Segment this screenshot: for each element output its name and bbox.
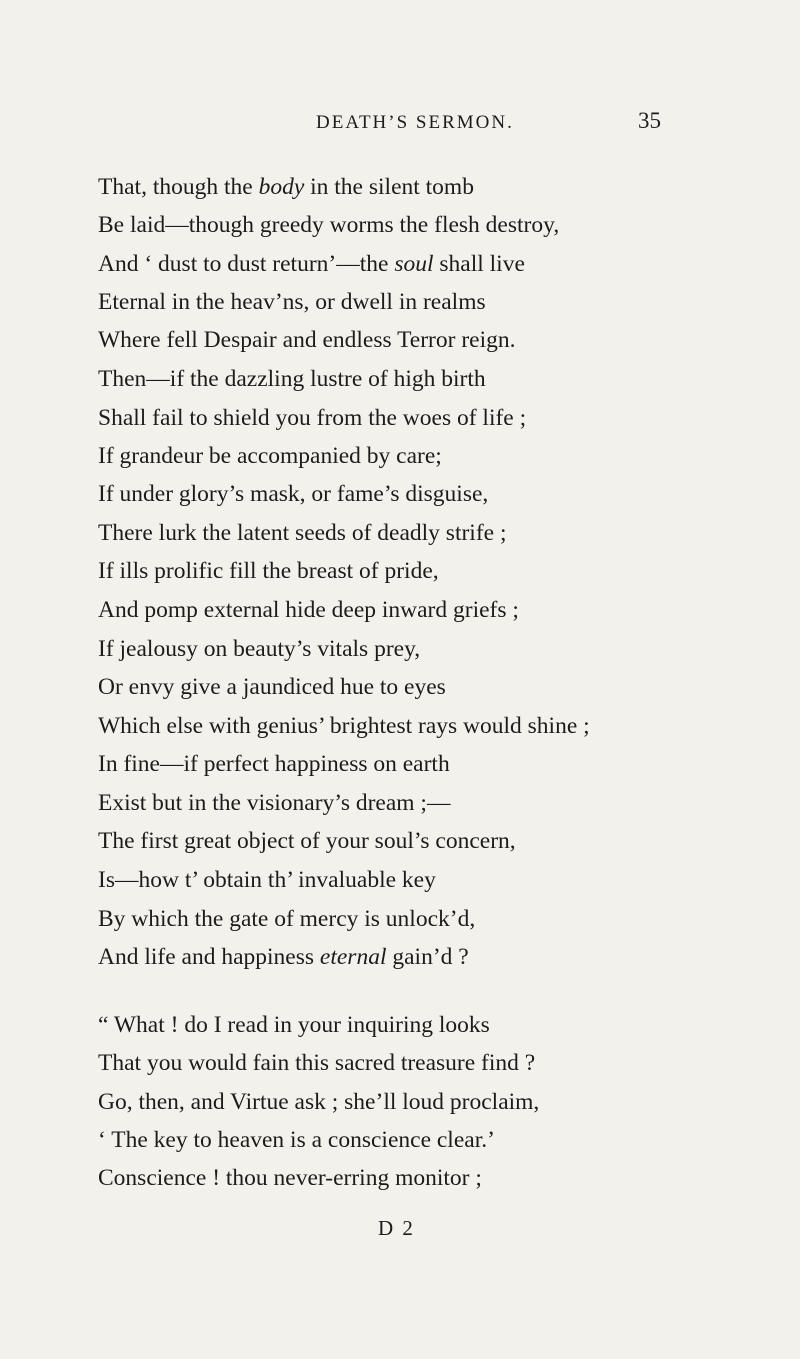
poem-line-text <box>98 364 486 394</box>
line-segment: In fine—if perfect happiness on earth <box>98 751 450 777</box>
poem-line-text <box>98 403 526 433</box>
line-segment: If ills prolific fill the breast of pride, <box>98 558 439 584</box>
line-segment: If jealousy on beauty’s vitals prey, <box>98 636 421 662</box>
poem-line-text <box>98 942 469 972</box>
line-segment: Exist but in the visionary’s dream ;— <box>98 790 451 816</box>
poem-line-text <box>98 441 442 471</box>
line-segment: Shall fail to shield you from the woes of life ; <box>98 405 527 431</box>
poem-line-text <box>98 826 516 856</box>
line-segment: Is—how t’ obtain th’ invaluable key <box>98 867 436 893</box>
poem-line-text <box>98 1010 490 1040</box>
line-segment: And pomp external hide deep inward griefs ; <box>98 597 519 623</box>
line-segment: Then—if the dazzling lustre of high birth <box>98 366 486 392</box>
line-segment: If grandeur be accompanied by care; <box>98 443 442 469</box>
poem-line-text <box>98 210 559 240</box>
poem-line-text <box>98 249 525 279</box>
line-segment: gain’d ? <box>386 944 469 970</box>
poem-line-text <box>98 172 474 202</box>
line-segment: shall live <box>433 251 525 277</box>
poem-line-text <box>98 904 475 934</box>
line-segment: Which else with genius’ brightest rays would shine ; <box>98 713 590 739</box>
line-segment: “ What ! do I read in your inquiring looks <box>98 1012 490 1038</box>
line-segment: Where fell Despair and endless Terror reign. <box>98 327 516 353</box>
poem-line-text <box>98 672 446 702</box>
italic-word: body <box>258 174 305 200</box>
poem-line-text <box>98 1048 535 1078</box>
poem-line-text <box>98 788 450 818</box>
line-segment: And life and happiness <box>98 944 320 970</box>
poem-line-text <box>98 556 439 586</box>
line-segment: And ‘ dust to dust return’—the <box>98 251 395 277</box>
signature-mark: D 2 <box>378 1216 415 1240</box>
line-segment: That, though the <box>98 174 259 200</box>
line-segment: That you would fain this sacred treasure find ? <box>98 1050 536 1076</box>
page-number: 35 <box>638 108 661 133</box>
line-segment: By which the gate of mercy is unlock’d, <box>98 906 476 932</box>
line-segment: Eternal in the heav’ns, or dwell in realms <box>98 289 486 315</box>
line-segment: ‘ The key to heaven is a conscience clear.’ <box>98 1127 495 1153</box>
line-segment: Go, then, and Virtue ask ; she’ll loud proclaim, <box>98 1089 540 1115</box>
poem-line-text <box>98 479 488 509</box>
poem-line-text <box>98 711 590 741</box>
poem-line-text <box>98 749 450 779</box>
italic-word: soul <box>394 251 434 277</box>
poem-line-text <box>98 634 420 664</box>
poem-line-text <box>98 325 515 355</box>
line-segment: The first great object of your soul’s concern, <box>98 828 516 854</box>
italic-word: eternal <box>319 944 387 970</box>
line-segment: There lurk the latent seeds of deadly strife ; <box>98 520 507 546</box>
line-segment: If under glory’s mask, or fame’s disguise, <box>98 481 489 507</box>
line-segment: in the silent tomb <box>304 174 474 200</box>
poem-line-text <box>98 518 507 548</box>
line-segment: Conscience ! thou never-erring monitor ; <box>98 1165 482 1191</box>
running-title: DEATH’S SERMON. <box>316 112 514 133</box>
poem-line-text <box>98 1125 495 1155</box>
poem-line-text <box>98 1163 482 1193</box>
poem-line-text <box>98 865 436 895</box>
poem-line-text <box>98 595 519 625</box>
poem-line-text <box>98 1087 539 1117</box>
line-segment: Be laid—though greedy worms the flesh destroy, <box>98 212 560 238</box>
poem-line-text <box>98 287 486 317</box>
line-segment: Or envy give a jaundiced hue to eyes <box>98 674 446 700</box>
